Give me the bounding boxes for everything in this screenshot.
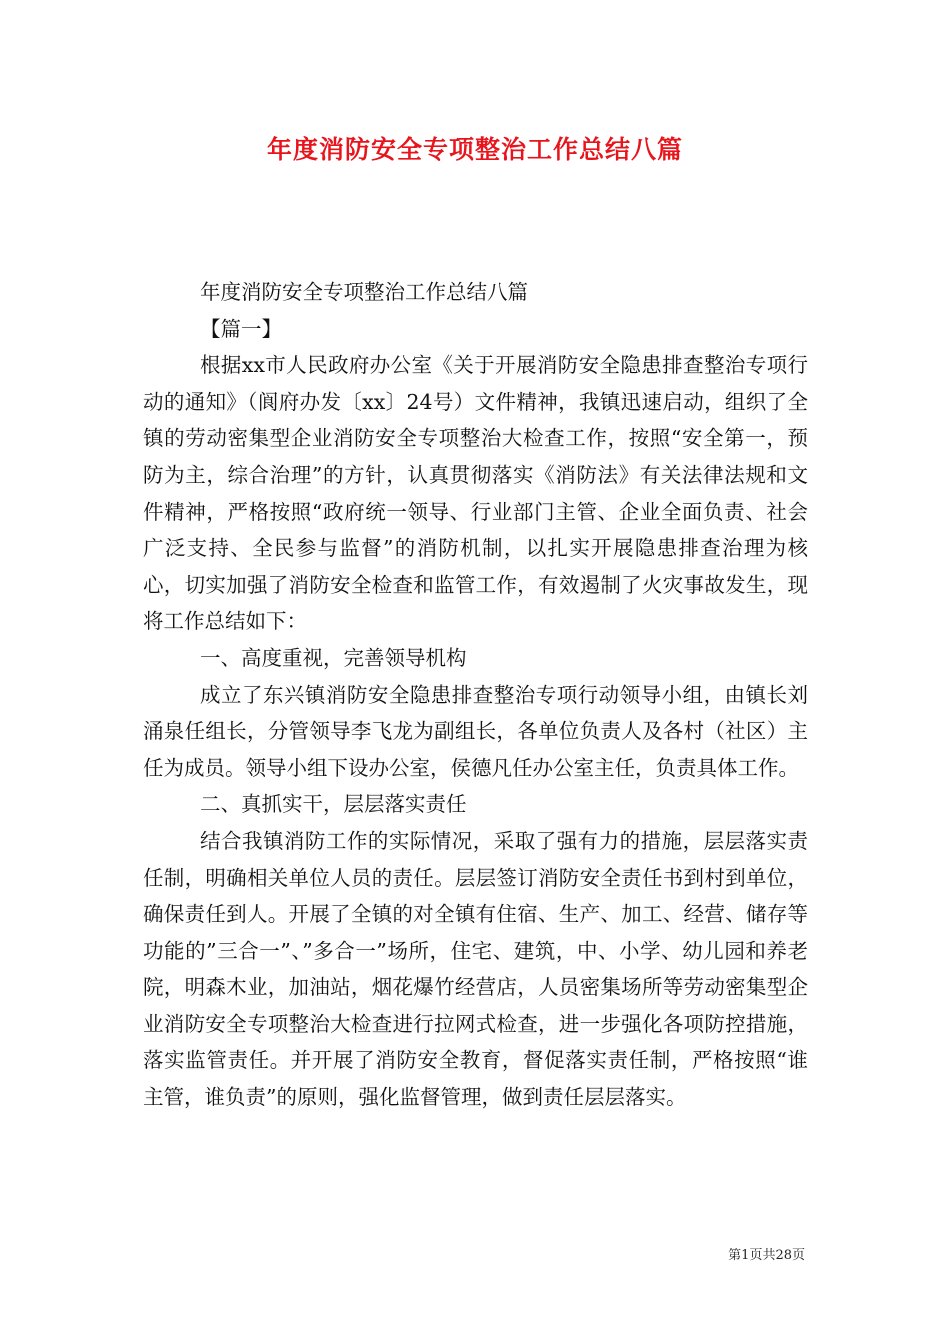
document-subtitle: 年度消防安全专项整治工作总结八篇 [200,280,528,304]
section-label: 【篇一】 [200,316,282,341]
page-number: 第1页共28页 [728,1248,805,1263]
heading-two: 二、真抓实干，层层落实责任 [200,792,467,817]
document-body [143,274,808,1116]
heading-one: 一、高度重视，完善领导机构 [200,645,467,670]
paragraph-responsibility: 结合我镇消防工作的实际情况，采取了强有力的措施，层层落实责任制，明确相关单位人员的责任。层层签订消防安全责任书到村到单位，确保责任到人。开展了全镇的对全镇有住宿、生产、加工、经营、储存等功能的”三合一”、”多合一”场所，住宅、建筑，中、小学、幼儿园和养老院，明森木业，加油站，烟花爆竹经营店，人员密集场所等劳动密集型企业消防安全专项整治大检查进行拉网式检查，进一步强化各项防控措施，落实监管责任。并开展了消防安全教育，督促落实责任制，严格按照“谁主管，谁负责”的原则，强化监督管理，做到责任层层落实。 [143,828,808,1110]
document-title: 年度消防安全专项整治工作总结八篇 [266,135,683,164]
paragraph-intro: 根据xx市人民政府办公室《关于开展消防安全隐患排查整治专项行动的通知》（阆府办发〔xx〕24号）文件精神，我镇迅速启动，组织了全镇的劳动密集型企业消防安全专项整治大检查工作，按照“安全第一，预防为主，综合治理”的方针，认真贯彻落实《消防法》有关法律法规和文件精神，严格按照“政府统一领导、行业部门主管、企业全面负责、社会广泛支持、全民参与监督”的消防机制，以扎实开展隐患排查治理为核心，切实加强了消防安全检查和监管工作，有效遏制了火灾事故发生，现将工作总结如下： [143,353,808,634]
paragraph-leadership: 成立了东兴镇消防安全隐患排查整治专项行动领导小组，由镇长刘涌泉任组长，分管领导李飞龙为副组长，各单位负责人及各村（社区）主任为成员。领导小组下设办公室，侯德凡任办公室主任，负责具体工作。 [143,682,808,780]
